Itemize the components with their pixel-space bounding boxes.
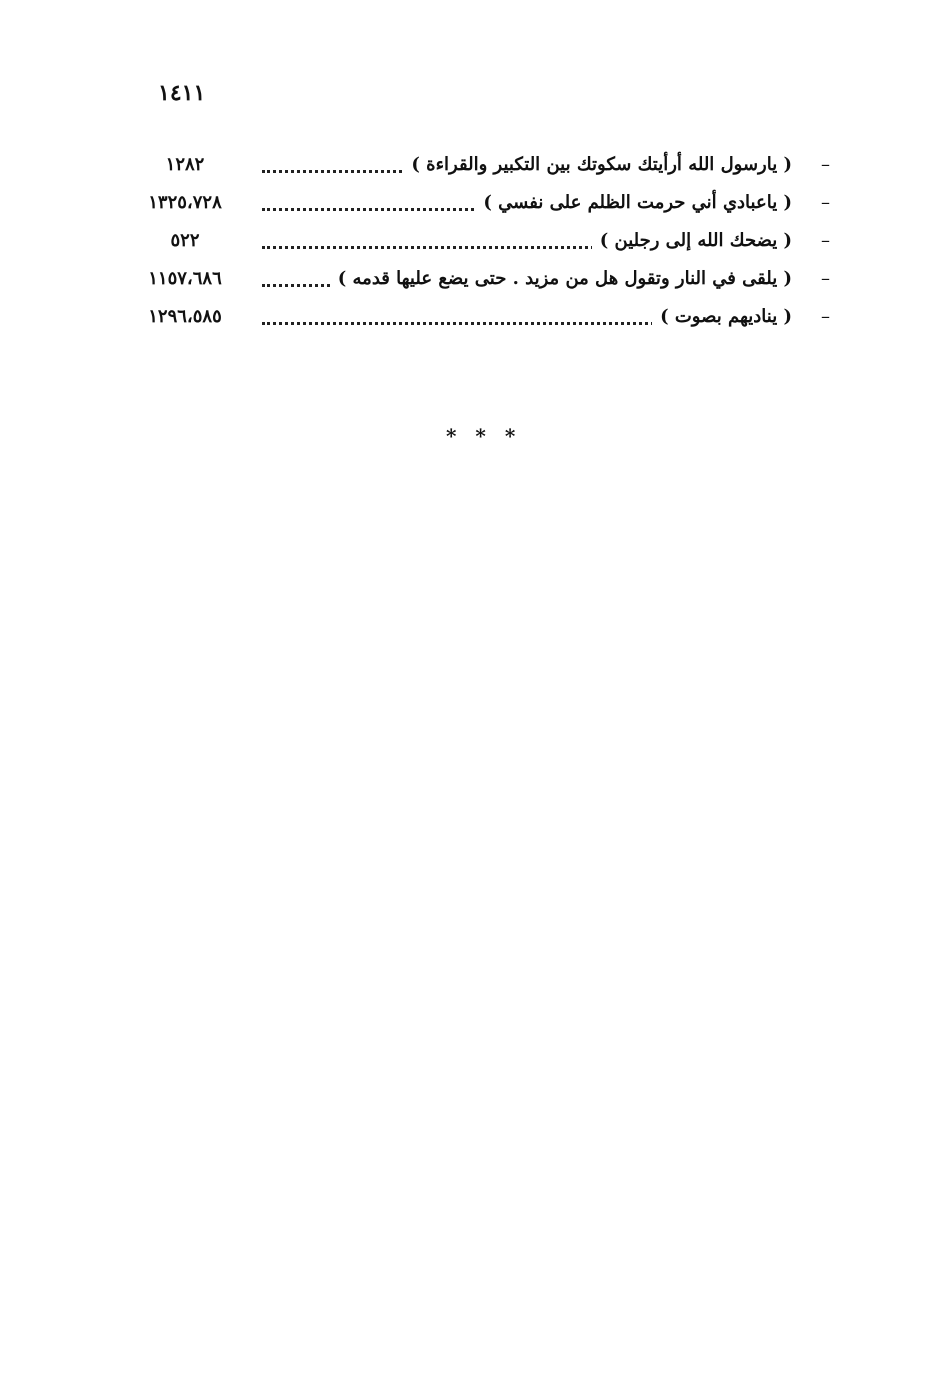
page-references: ١٢٩٦،٥٨٥ [148,306,222,327]
page-references: ١١٥٧،٦٨٦ [148,268,222,289]
dash-marker: – [821,306,830,327]
hadith-text: ( ياعبادي أني حرمت الظلم على نفسي ) [475,192,792,213]
page-references: ١٣٢٥،٧٢٨ [148,192,222,213]
dash-marker: – [821,154,830,175]
dash-marker: – [821,192,830,213]
page-references: ١٢٨٢ [165,154,205,175]
section-end-ornament: * * * [446,424,522,448]
dash-marker: – [821,268,830,289]
index-row [130,224,830,262]
hadith-text: ( يناديهم بصوت ) [652,306,792,327]
index-row [130,300,830,338]
hadith-text: ( يضحك الله إلى رجلين ) [592,230,792,251]
index-row [130,148,830,186]
dash-marker: – [821,230,830,251]
hadith-text: ( يلقى في النار وتقول هل من مزيد . حتى يضع عليها قدمه ) [330,268,792,289]
index-row [130,186,830,224]
page-number: ١٤١١ [158,80,206,106]
hadith-index-list [130,148,830,338]
hadith-text: ( يارسول الله أرأيتك سكوتك بين التكبير والقراءة ) [403,154,792,175]
page-references: ٥٢٢ [170,230,200,251]
index-row [130,262,830,300]
